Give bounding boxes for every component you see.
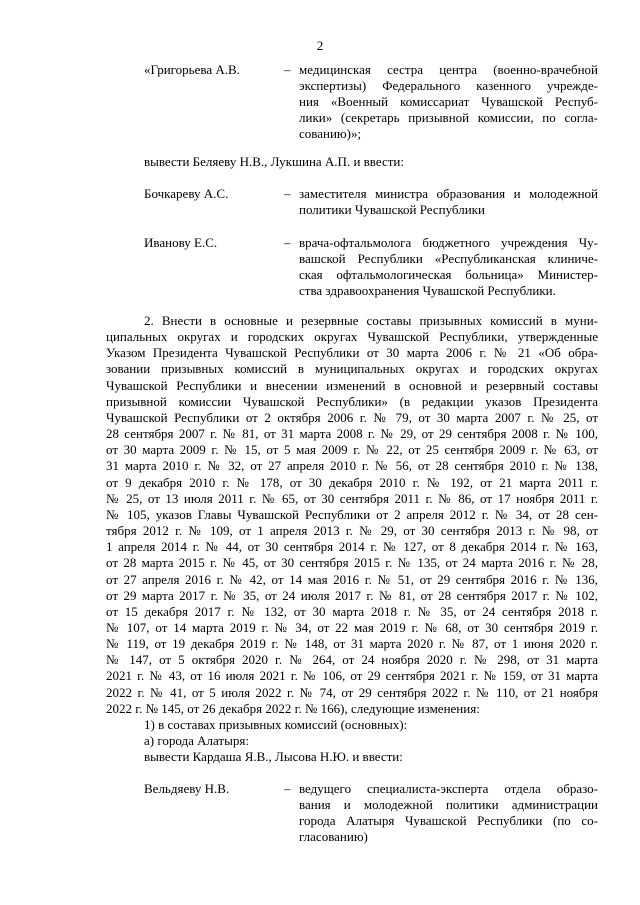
entry-dash: – — [284, 781, 291, 796]
paragraph-line: № 107, от 14 марта 2019 г. № 34, от 22 мая 2019 г. № 68, от 30 сентября 2019 г. — [106, 619, 598, 635]
paragraph-2 — [106, 313, 598, 717]
paragraph-line: Чувашской Республики и внесении изменений в основной и резервный составы — [106, 377, 598, 393]
entry-dash: – — [284, 235, 291, 250]
position-line: вашской Республики «Республиканская клиниче- — [299, 251, 598, 266]
paragraph-line: от 9 декабря 2010 г. № 178, от 30 декабря 2010 г. № 192, от 21 марта 2011 г. — [106, 474, 598, 490]
paragraph-line: 2022 г. № 145, от 26 декабря 2022 г. № 166), следующие изменения: — [106, 700, 480, 716]
subitem-a: а) города Алатыря: — [144, 733, 249, 748]
member-name: «Григорьева А.В. — [144, 62, 240, 77]
paragraph-line: 31 марта 2010 г. № 32, от 27 апреля 2010 г. № 56, от 28 сентября 2010 г. № 138, — [106, 458, 598, 474]
paragraph-line: зовании призывных комиссий в муниципальных округах и городских округах — [106, 361, 598, 377]
position-line: сованию)»; — [299, 126, 362, 141]
paragraph-line: от 28 марта 2015 г. № 45, от 30 сентября 2015 г. № 135, от 24 марта 2016 г. № 28, — [106, 555, 598, 571]
position-line: города Алатыря Чувашской Республики (по со- — [299, 813, 598, 828]
paragraph-line: ципальных округах и городских округах Чувашской Республики, утвержденные — [106, 329, 598, 345]
position-line: медицинская сестра центра (военно-врачебной — [299, 62, 598, 77]
member-position — [299, 62, 598, 142]
paragraph-line: 2021 г. № 43, от 16 июля 2021 г. № 106, от 29 сентября 2021 г. № 159, от 31 марта — [106, 668, 598, 684]
paragraph-line: 2022 г. № 41, от 5 июля 2022 г. № 74, от 29 сентября 2022 г. № 110, от 21 ноября — [106, 684, 598, 700]
paragraph-line: № 25, от 13 июля 2011 г. № 65, от 30 сентября 2011 г. № 86, от 17 ноября 2011 г. — [106, 490, 598, 506]
position-line: гласованию) — [299, 829, 368, 844]
paragraph-line: 28 сентября 2007 г. № 81, от 31 марта 2008 г. № 29, от 29 сентября 2008 г. № 100, — [106, 426, 598, 442]
paragraph-line: № 105, указов Главы Чувашской Республики от 2 апреля 2012 г. № 34, от 28 сен- — [106, 506, 598, 522]
remove-instruction: вывести Беляеву Н.В., Лукшина А.П. и ввести: — [144, 154, 404, 169]
paragraph-line: № 119, от 19 декабря 2019 г. № 148, от 31 марта 2020 г. № 87, от 1 июня 2020 г. — [106, 636, 598, 652]
paragraph-line: от 29 марта 2017 г. № 35, от 24 июля 2017 г. № 81, от 28 сентября 2017 г. № 102, — [106, 587, 598, 603]
paragraph-line: 1 апреля 2014 г. № 44, от 30 сентября 2014 г. № 127, от 8 декабря 2014 г. № 163, — [106, 539, 598, 555]
position-line: ская офтальмологическая больница» Министер- — [299, 267, 598, 282]
member-position — [299, 186, 598, 218]
entry-dash: – — [284, 186, 291, 201]
entry-dash: – — [284, 62, 291, 77]
paragraph-line: Чувашской Республики от 2 октября 2006 г. № 79, от 30 марта 2007 г. № 25, от — [106, 409, 598, 425]
paragraph-line: тября 2012 г. № 109, от 1 апреля 2013 г. № 29, от 30 сентября 2013 г. № 98, от — [106, 523, 598, 539]
position-line: политики Чувашской Республики — [299, 202, 485, 217]
page-number: 2 — [316, 38, 324, 53]
position-line: заместителя министра образования и молодежной — [299, 186, 598, 201]
member-name: Бочкареву А.С. — [144, 186, 229, 201]
paragraph-line: № 147, от 5 октября 2020 г. № 264, от 24 ноября 2020 г. № 298, от 31 марта — [106, 652, 598, 668]
position-line: лики» (секретарь призывной комиссии, по согла- — [299, 110, 598, 125]
paragraph-line: призывной комиссии Чувашской Республики» (в редакции указов Президента — [106, 393, 598, 409]
remove-instruction: вывести Кардаша Я.В., Лысова Н.Ю. и ввести: — [144, 749, 403, 764]
paragraph-line: от 30 марта 2009 г. № 15, от 5 мая 2009 г. № 22, от 25 сентября 2009 г. № 63, от — [106, 442, 598, 458]
member-name: Иванову Е.С. — [144, 235, 218, 250]
member-position — [299, 235, 598, 299]
member-position — [299, 781, 598, 845]
position-line: экспертизы) Федерального казенного учрежде- — [299, 78, 598, 93]
paragraph-line: от 27 апреля 2016 г. № 42, от 14 мая 2016 г. № 51, от 29 сентября 2016 г. № 136, — [106, 571, 598, 587]
position-line: врача-офтальмолога бюджетного учреждения Чу- — [299, 235, 598, 250]
paragraph-line: 2. Внести в основные и резервные составы призывных комиссий в муни- — [144, 313, 598, 328]
position-line: ния «Военный комиссариат Чувашской Респуб- — [299, 94, 598, 109]
position-line: ства здравоохранения Чувашской Республики. — [299, 283, 556, 298]
paragraph-line: Указом Президента Чувашской Республики от 30 марта 2006 г. № 21 «Об обра- — [106, 345, 598, 361]
subitem-1: 1) в составах призывных комиссий (основных): — [144, 717, 408, 732]
paragraph-line: от 15 декабря 2017 г. № 132, от 30 марта 2018 г. № 35, от 24 сентября 2018 г. — [106, 603, 598, 619]
member-name: Вельдяеву Н.В. — [144, 781, 230, 796]
position-line: ведущего специалиста-эксперта отдела образо- — [299, 781, 598, 796]
position-line: вания и молодежной политики администрации — [299, 797, 598, 812]
